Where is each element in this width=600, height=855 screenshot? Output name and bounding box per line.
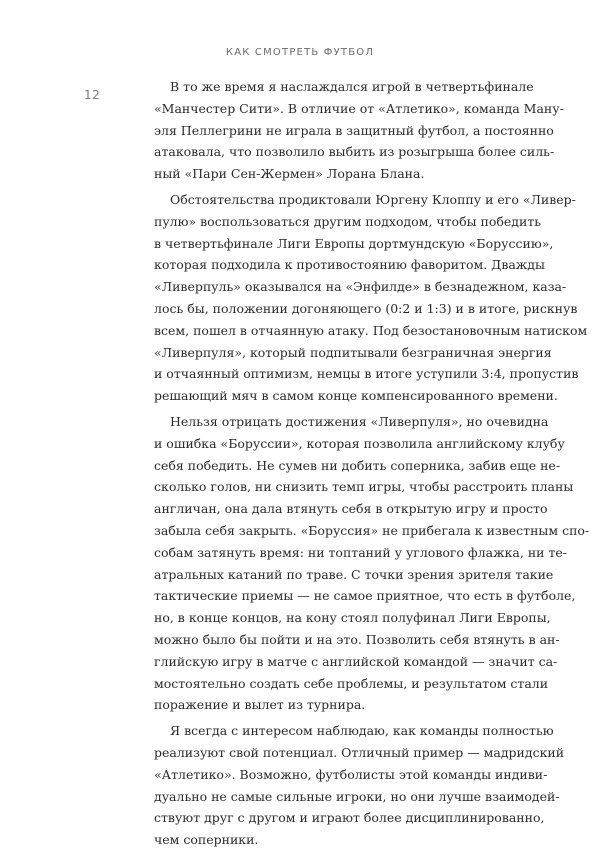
running-title: КАК СМОТРЕТЬ ФУТБОЛ	[225, 47, 375, 58]
paragraph-3	[154, 411, 590, 716]
text-line: эля Пеллегрини не играла в защитный футбол, а постоянно	[154, 122, 554, 138]
text-line: и ошибка «Боруссии», которая позволила английскому клубу	[154, 435, 565, 451]
paragraph-1	[154, 76, 564, 185]
text-line: мостоятельно создать себе проблемы, и результатом стали	[154, 675, 549, 691]
text-line: чем соперники.	[154, 832, 259, 848]
text-line: тактические приемы — не самое приятное, что есть в футболе,	[154, 588, 576, 604]
text-line: атаковала, что позволило выбить из розыгрыша более силь-	[154, 144, 555, 160]
text-line: Обстоятельства продиктовали Юргену Клоппу и его «Ливер-	[170, 191, 576, 207]
text-line: поражение и вылет из турнира.	[154, 697, 366, 713]
text-line: «Атлетико». Возможно, футболисты этой команды индиви-	[154, 766, 548, 782]
text-line: ствуют друг с другом и играют более дисциплинированно,	[154, 810, 545, 826]
text-line: собам затянуть время: ни топтаний у углового флажка, ни те-	[154, 544, 567, 560]
text-line: и отчаянный оптимизм, немцы в итоге уступили 3:4, пропустив	[154, 366, 579, 382]
text-line: забыла себя закрыть. «Боруссия» не прибегала к известным спо-	[154, 522, 590, 538]
text-line: себя победить. Не сумев ни добить соперника, забив еще не-	[154, 457, 561, 473]
text-line: ный «Пари Сен-Жермен» Лорана Блана.	[154, 166, 425, 182]
page-number: 12	[84, 88, 101, 102]
text-line: Я всегда с интересом наблюдаю, как команды полностью	[170, 723, 554, 739]
text-line: решающий мяч в самом конце компенсированного времени.	[154, 388, 558, 404]
text-line: «Ливерпуль» оказывался на «Энфилде» в безнадежном, каза-	[154, 279, 567, 295]
text-line: в четвертьфинале Лиги Европы дортмундскую «Боруссию»,	[154, 235, 554, 251]
paragraph-4	[154, 720, 565, 851]
text-line: «Манчестер Сити». В отличие от «Атлетико», команда Ману-	[154, 100, 564, 116]
text-line: лось бы, положении догоняющего (0:2 и 1:3) и в итоге, рискнув	[154, 300, 578, 316]
text-line: можно было бы пойти и на это. Позволить себя втянуть в ан-	[154, 631, 560, 647]
text-line: дуально не самые сильные игроки, но они лучше взаимодей-	[154, 788, 560, 804]
text-line: пулю» воспользоваться другим подходом, чтобы победить	[154, 213, 542, 229]
text-line: В то же время я наслаждался игрой в четвертьфинале	[170, 79, 534, 94]
text-line: англичан, она дала втянуть себя в открытую игру и просто	[154, 501, 548, 517]
text-line: Нельзя отрицать достижения «Ливерпуля», но очевидна	[170, 413, 549, 429]
paragraph-2	[154, 189, 588, 407]
text-line: всем, пошел в отчаянную атаку. Под безостановочным натиском	[154, 322, 588, 338]
text-line: атральных катаний по траве. С точки зрения зрителя такие	[154, 566, 554, 582]
text-line: реализуют свой потенциал. Отличный пример — мадридский	[154, 744, 565, 760]
body-text	[154, 76, 590, 855]
text-line: сколько голов, ни снизить темп игры, чтобы расстроить планы	[154, 479, 574, 495]
text-line: но, в конце концов, на кону стоял полуфинал Лиги Европы,	[154, 610, 551, 626]
text-line: «Ливерпуля», который подпитывали безграничная энергия	[154, 344, 552, 360]
text-line: которая подходила к противостоянию фаворитом. Дважды	[154, 257, 545, 273]
text-line: глийскую игру в матче с английской командой — значит са-	[154, 653, 558, 669]
